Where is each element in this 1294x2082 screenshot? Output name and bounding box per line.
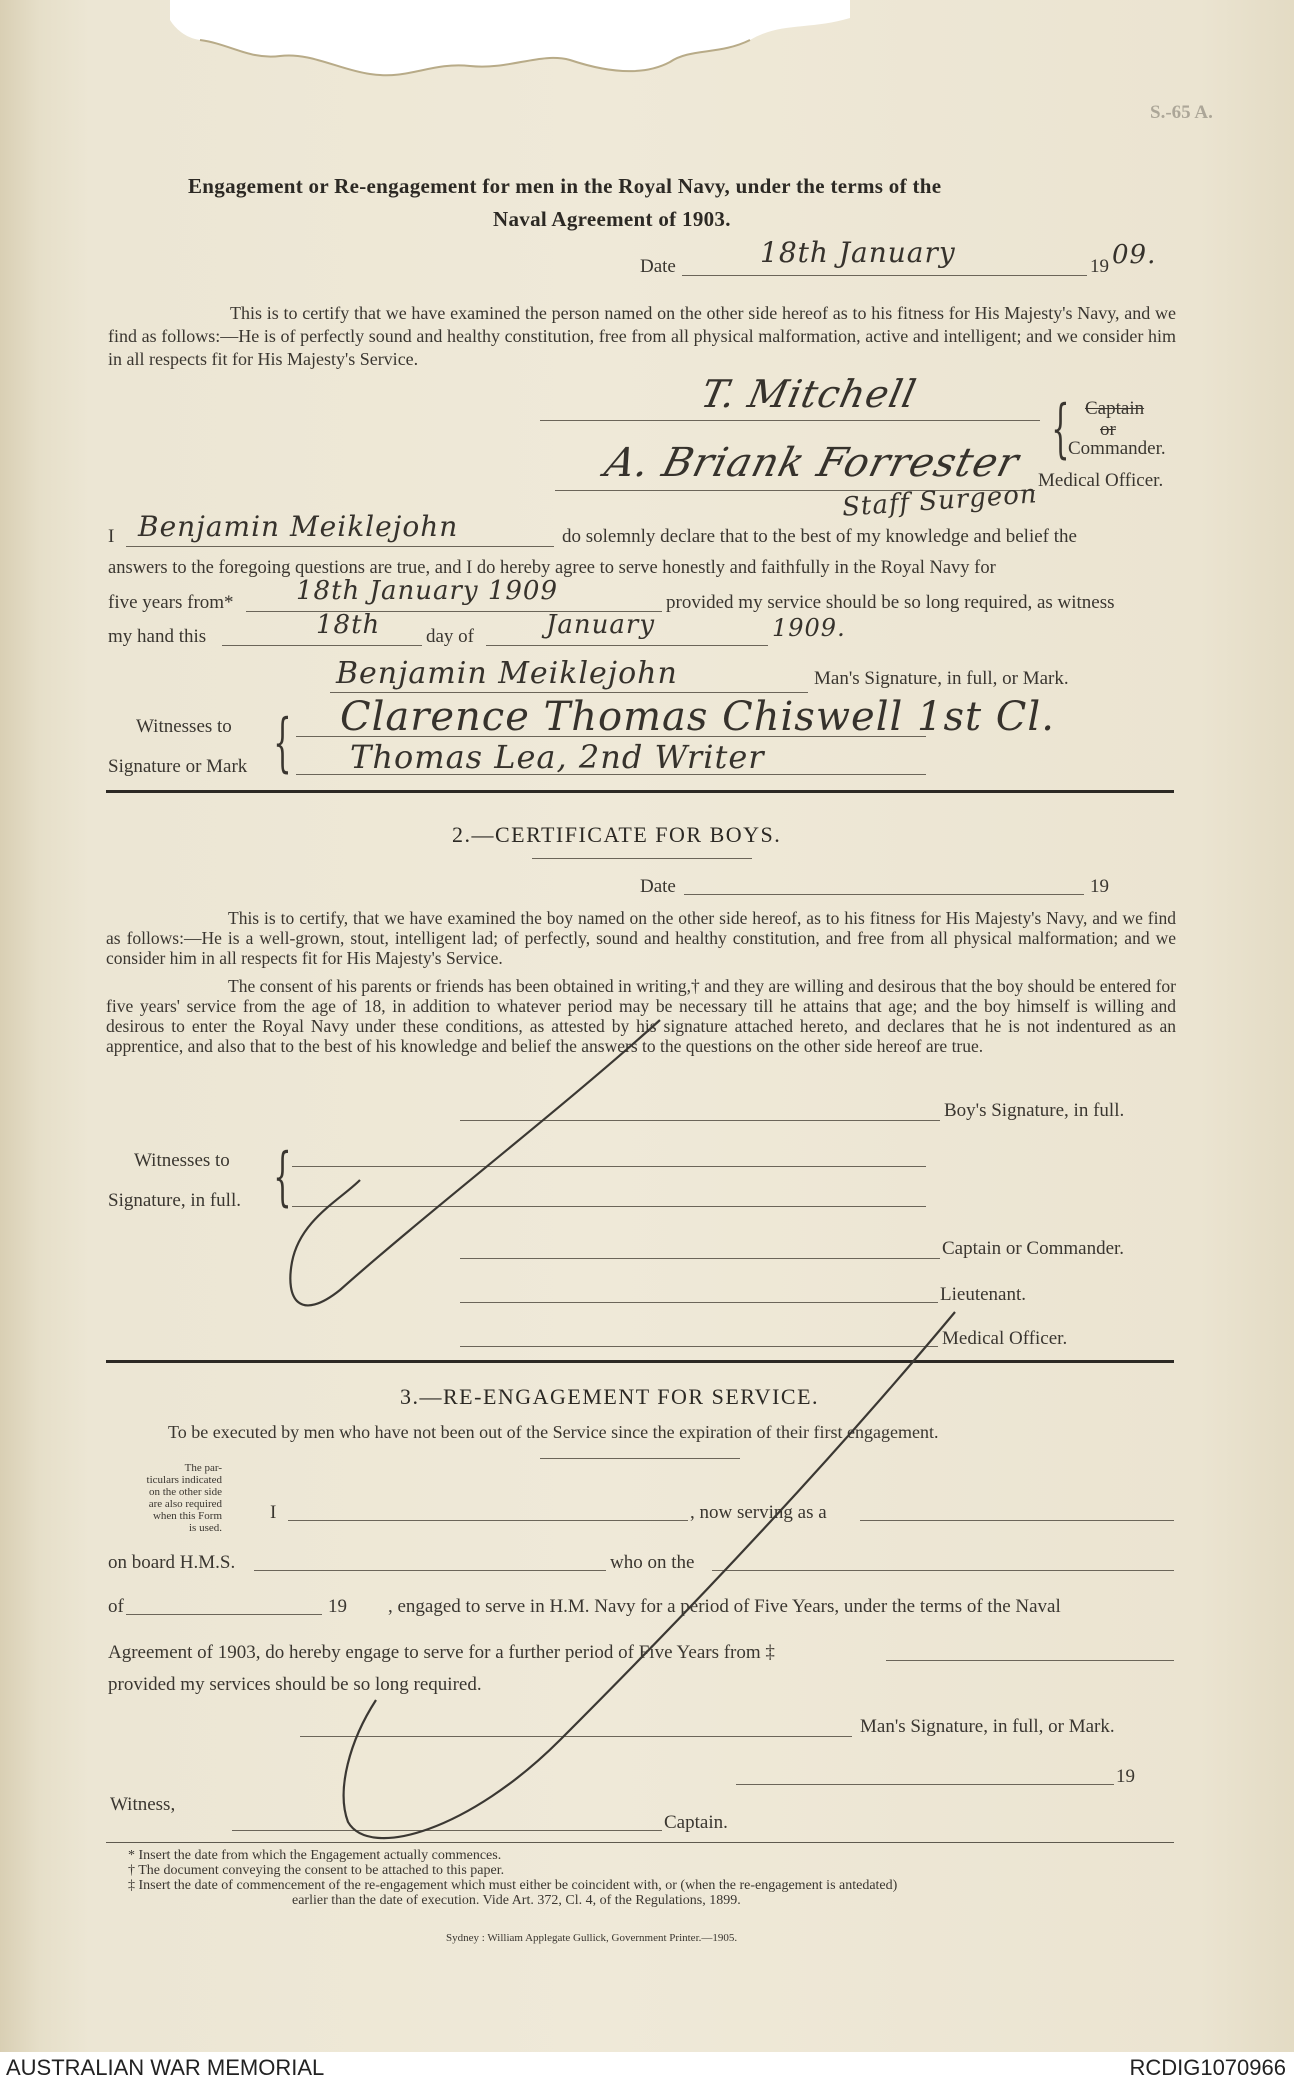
signature-in-full-label: Signature, in full.	[108, 1190, 241, 1211]
of-label: of	[108, 1596, 124, 1617]
or-label: or	[1100, 419, 1116, 440]
section2-year-prefix: 19	[1090, 876, 1109, 897]
hand-year: 1909.	[772, 614, 846, 642]
witness2-signature: Thomas Lea, 2nd Writer	[350, 738, 765, 776]
year-value: 09.	[1112, 240, 1157, 270]
footnote-3: ‡ Insert the date of commencement of the re-engagement which must either be coincident with, or (when the re-engagement is antedated)	[128, 1878, 898, 1893]
staff-surgeon-annotation: Staff Surgeon	[841, 479, 1039, 523]
date-value: 18th January	[760, 236, 956, 269]
archive-footer	[0, 2052, 1294, 2082]
man-signature: Benjamin Meiklejohn	[336, 656, 678, 691]
section3-man-signature-label: Man's Signature, in full, or Mark.	[860, 1716, 1115, 1737]
brace-section2: {	[273, 1140, 292, 1214]
year-prefix: 19	[1090, 256, 1109, 277]
witnesses-to-label: Witnesses to	[136, 716, 232, 737]
man-signature-label: Man's Signature, in full, or Mark.	[814, 668, 1069, 689]
commander-label: Commander.	[1068, 438, 1166, 459]
medical-officer-signature: A. Briank Forrester	[600, 440, 1024, 486]
form-title-line2: Naval Agreement of 1903.	[493, 207, 731, 231]
footer-left: AUSTRALIAN WAR MEMORIAL	[6, 2055, 325, 2080]
five-years-from: five years from*	[108, 592, 234, 613]
brace-witnesses: {	[273, 706, 292, 780]
witness-label: Witness,	[110, 1794, 176, 1815]
section2-witnesses-to: Witnesses to	[134, 1150, 230, 1171]
section3-i-label: I	[270, 1502, 277, 1523]
declare-i: I	[108, 526, 115, 547]
lieutenant-label: Lieutenant.	[940, 1284, 1026, 1305]
section3-heading: 3.—RE-ENGAGEMENT FOR SERVICE.	[400, 1384, 820, 1409]
declare-text-2: answers to the foregoing questions are true, and I do hereby agree to serve honestly and faithfully in the Royal Navy for	[108, 558, 996, 578]
medical-certificate-text: This is to certify that we have examined the person named on the other side hereof as to his fitness for His Majesty's Navy, and we find as follows:—He is of perfectly sound and healthy constitution, free from all physical malformation, active and intelligent; and we consider him in all respects fit for His Majesty's Service.	[108, 303, 1176, 369]
declare-text-1: do solemnly declare that to the best of my knowledge and belief the	[562, 526, 1077, 547]
witness1-signature: Clarence Thomas Chiswell 1st Cl.	[340, 694, 1055, 740]
service-start-date: 18th January 1909	[296, 576, 559, 606]
printer-imprint: Sydney : William Applegate Gullick, Government Printer.—1905.	[446, 1932, 738, 1944]
agreement-text: Agreement of 1903, do hereby engage to serve for a further period of Five Years from ‡	[108, 1642, 775, 1663]
boys-consent-text: The consent of his parents or friends has been obtained in writing,† and they are willing and desirous that the boy should be entered for five years' service from the age of 18, in addition to whatever period may be necessary till he attains that age; and the boy himself is willing and desirous to enter the Royal Navy under these conditions, as attested by his signature attached hereto, and declares that he is not indentured as an apprentice, and also that to the best of his knowledge and belief the answers to the questions on the other side hereof are true.	[106, 976, 1176, 1056]
declarant-name: Benjamin Meiklejohn	[138, 510, 459, 543]
day-of-label: day of	[426, 626, 475, 647]
hand-month: January	[546, 610, 656, 640]
footnote-4: earlier than the date of execution. Vide Art. 372, Cl. 4, of the Regulations, 1899.	[292, 1893, 741, 1908]
footer-right: RCDIG1070966	[1129, 2055, 1286, 2080]
form-title-line1: Engagement or Re-engagement for men in the Royal Navy, under the terms of the	[188, 174, 942, 198]
section3-captain-label: Captain.	[664, 1812, 728, 1833]
captain-label: Captain	[1085, 398, 1145, 419]
my-hand-this: my hand this	[108, 626, 207, 647]
torn-edge	[170, 0, 850, 95]
commander-signature: T. Mitchell	[697, 372, 921, 416]
section3-subtitle: To be executed by men who have not been out of the Service since the expiration of their first engagement.	[168, 1422, 939, 1442]
section-divider-2	[106, 1360, 1174, 1363]
brace-commander: {	[1051, 392, 1070, 466]
footnote-1: * Insert the date from which the Engagement actually commences.	[128, 1848, 502, 1863]
footnote-divider	[106, 1842, 1174, 1843]
date-label: Date	[640, 256, 676, 277]
section-divider-1	[106, 790, 1174, 793]
section2-captain-label: Captain or Commander.	[942, 1238, 1125, 1259]
boy-signature-label: Boy's Signature, in full.	[944, 1100, 1125, 1121]
footnotes	[128, 1848, 897, 1908]
section2-date-label: Date	[640, 876, 676, 897]
hand-day: 18th	[316, 610, 381, 640]
section3-year-prefix: 19	[328, 1596, 347, 1617]
who-on-the-label: who on the	[610, 1552, 695, 1573]
section2-medical-label: Medical Officer.	[942, 1328, 1068, 1349]
provided-text: provided my service should be so long required, as witness	[666, 592, 1115, 613]
on-board-label: on board H.M.S.	[108, 1552, 236, 1573]
signature-or-mark-label: Signature or Mark	[108, 756, 248, 777]
engaged-text: , engaged to serve in H.M. Navy for a period of Five Years, under the terms of the Naval	[388, 1596, 1061, 1617]
boys-certificate-text: This is to certify, that we have examined the boy named on the other side hereof, as to his fitness for His Majesty's Navy, and we find as follows:—He is a well-grown, stout, intelligent lad; of perfectly, sound and healthy constitution, and free from all physical malformation; and we consider him in all respects fit for His Majesty's Service.	[106, 908, 1176, 968]
section3-year-prefix-2: 19	[1116, 1766, 1135, 1787]
footnote-2: † The document conveying the consent to be attached to this paper.	[128, 1863, 505, 1878]
side-note: The par- ticulars indicated on the other side are also required when this Form is used.	[146, 1462, 222, 1534]
medical-officer-label: Medical Officer.	[1038, 470, 1164, 491]
section2-heading: 2.—CERTIFICATE FOR BOYS.	[452, 822, 782, 847]
form-code: S.-65 A.	[1150, 102, 1213, 123]
section3-provided-text: provided my services should be so long required.	[108, 1674, 482, 1695]
now-serving-label: , now serving as a	[690, 1502, 827, 1523]
